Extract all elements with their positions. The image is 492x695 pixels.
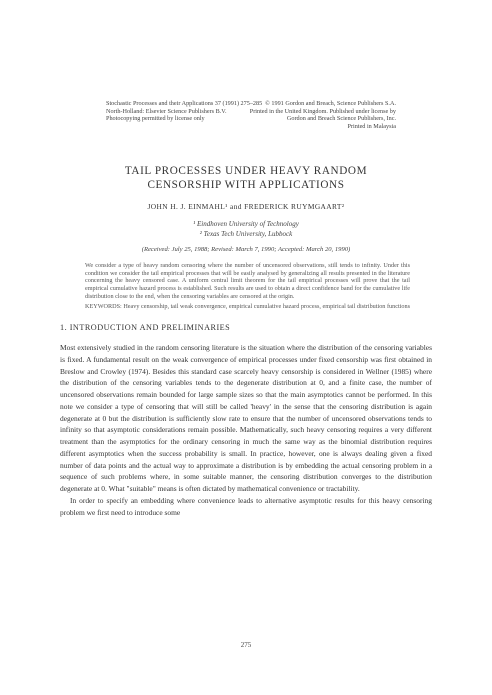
body-text	[60, 342, 432, 518]
header-line: © 1991 Gordon and Breach, Science Publishers S.A.	[265, 100, 396, 107]
header-line: Printed in Malaysia	[347, 122, 396, 130]
author-line: JOHN H. J. EINMAHL¹ and FREDERICK RUYMGAART²	[147, 202, 345, 211]
paper-title	[60, 164, 432, 192]
affiliation: ¹ Eindhoven University of Technology	[193, 220, 299, 228]
affiliation: ² Texas Tech University, Lubbock	[199, 230, 293, 238]
header-line: Gordon and Breach Science Publishers, Inc.	[286, 115, 396, 123]
keywords: KEYWORDS: Heavy censorship, tail weak convergence, empirical cumulative hazard process, empirical tail distribution functions	[85, 303, 410, 310]
abstract: We consider a type of heavy random censoring where the number of uncensored observations, still tends to infinity. Under this condition we consider the tail empirical processes that will be easily analysed by generalizing all results presented in the literature concerning the heavy censored case. A uniform central limit theorem for the tail empirical processes will prove that the tail empirical cumulative hazard process is established. Such results are used to obtain a direct confidence band for the cumulative life distribution close to the end, when the censoring variables are censored at the origin.	[85, 262, 410, 300]
header-line: North-Holland: Elsevier Science Publishers B.V.	[106, 107, 227, 115]
header-line: Printed in the United Kingdom. Published under license by	[249, 107, 396, 115]
header-line: Photocopying permitted by license only	[106, 115, 205, 123]
page-number: 275	[240, 641, 252, 649]
title-line: CENSORSHIP WITH APPLICATIONS	[147, 179, 345, 191]
journal-header-left	[106, 100, 263, 123]
paragraph: Most extensively studied in the random censoring literature is the situation where the distribution of the censoring variables is fixed. A fundamental result on the weak convergence of empirical processes under fixed censorship was first obtained in Breslow and Crowley (1974). Besides this standard case scarcely heavy censorship is considered in Wellner (1985) where the distribution of the censoring variables tends to the degenerate distribution at 0, and a finite case, the number of uncensored observations remain bounded for large sample sizes so that the main asymptotics cannot be performed. In this note we consider a type of censoring that will still be called 'heavy' in the sense that the censoring distribution is again degenerate at 0 but the distribution is sufficiently slow rate to ensure that the number of uncensored observations tends to infinity so that asymptotic considerations remain possible. Mathematically, such heavy censoring requires a very different treatment than the asymptotics for the ordinary censoring in much the same way as the binomial distribution requires different asymptotics when the success probability is small. In practice, however, one is always dealing given a fixed number of data points and the actual way to approximate a distribution is by embedding the actual censoring problem in a sequence of such problems where, in some suitable manner, the censoring distribution converges to the distribution degenerate at 0. What "suitable" means is often dictated by mathematical convenience or tractability.	[60, 343, 432, 493]
journal-header-right	[246, 100, 396, 130]
paragraph: In order to specify an embedding where convenience leads to alternative asymptotic results for this heavy censoring problem we first need to introduce some	[60, 495, 432, 517]
title-line: TAIL PROCESSES UNDER HEAVY RANDOM	[124, 165, 368, 177]
section-heading: 1. INTRODUCTION AND PRELIMINARIES	[60, 323, 231, 332]
received-dates: (Received: July 25, 1988; Revised: March 7, 1990; Accepted: March 20, 1990)	[141, 246, 351, 253]
header-line: Stochastic Processes and their Applications 37 (1991) 275–285	[106, 100, 263, 107]
